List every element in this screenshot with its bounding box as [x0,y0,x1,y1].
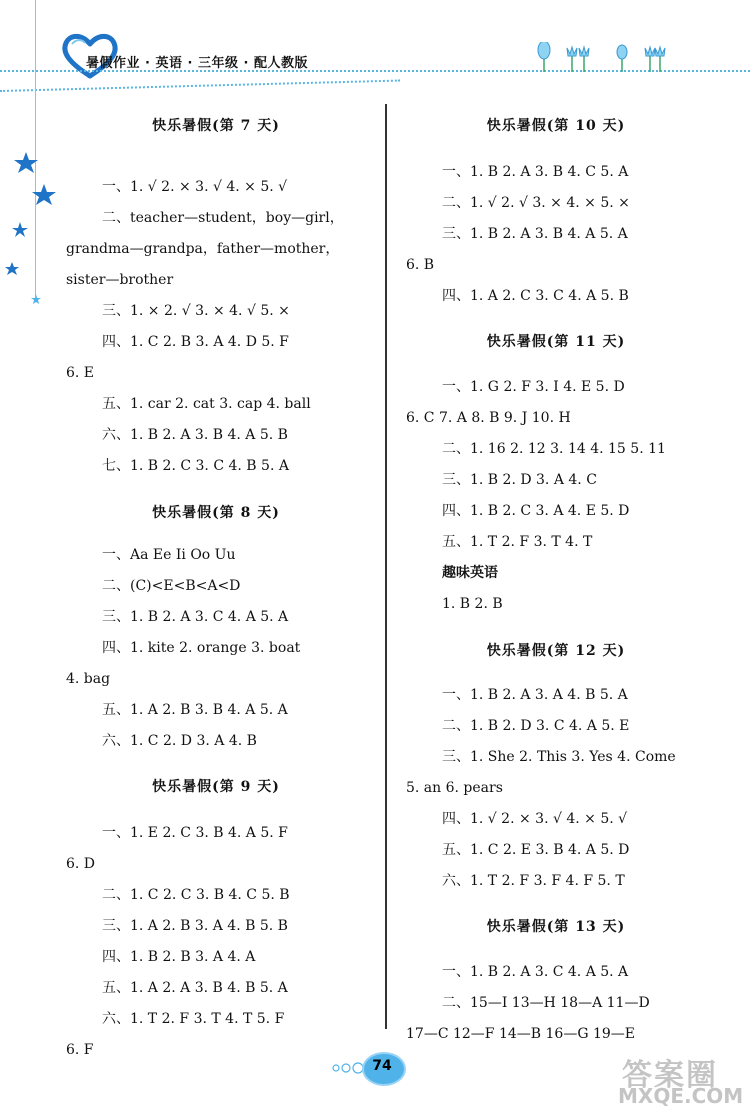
right-column [406,110,706,1050]
answer-line: 五、1. A 2. B 3. B 4. A 5. A [102,702,288,718]
answer-line: 6. B [406,257,435,273]
answer-line: 一、1. √ 2. × 3. √ 4. × 5. √ [102,179,288,195]
answer-line: 五、1. C 2. E 3. B 4. A 5. D [442,842,630,858]
answer-line: 4. bag [66,671,111,687]
answer-line: 四、1. B 2. C 3. A 4. E 5. D [442,503,630,519]
answer-line: 一、1. E 2. C 3. B 4. A 5. F [102,825,288,841]
day-8-heading: 快乐暑假(第 8 天) [152,505,280,521]
answer-line: 四、1. kite 2. orange 3. boat [102,640,301,656]
fun-english-title: 趣味英语 [442,565,498,581]
answer-line: 6. C 7. A 8. B 9. J 10. H [406,410,571,426]
answer-line: 一、1. B 2. A 3. A 4. B 5. A [442,687,628,703]
answer-line: 三、1. B 2. A 3. B 4. A 5. A [442,226,628,242]
answer-line: 17—C 12—F 14—B 16—G 19—E [406,1026,635,1042]
answer-line: 五、1. A 2. A 3. B 4. B 5. A [102,980,288,996]
answer-line: 六、1. C 2. D 3. A 4. B [102,733,257,749]
answer-line: 七、1. B 2. C 3. C 4. B 5. A [102,458,289,474]
answer-line: 二、teacher—student，boy—girl， [102,210,344,226]
answer-line: 三、1. B 2. D 3. A 4. C [442,472,597,488]
watermark [608,1050,750,1109]
answer-line: 5. an 6. pears [406,780,503,796]
answer-line: 一、1. B 2. A 3. B 4. C 5. A [442,164,629,180]
answer-line: 6. F [66,1042,94,1058]
header-title: 暑假作业 · 英语 · 三年级 · 配人教版 [86,56,308,71]
answer-line: 一、1. B 2. A 3. C 4. A 5. A [442,964,629,980]
answer-line: 一、Aa Ee Ii Oo Uu [102,547,236,563]
answer-line: 1. B 2. B [442,596,503,612]
answer-line: 二、1. C 2. C 3. B 4. C 5. B [102,887,290,903]
day-10-heading: 快乐暑假(第 10 天) [486,118,626,134]
answer-line: 五、1. T 2. F 3. T 4. T [442,534,593,550]
answer-line: 三、1. B 2. A 3. C 4. A 5. A [102,609,289,625]
answer-line: 二、(C)<E<B<A<D [102,578,241,594]
answer-line: sister—brother [66,272,174,288]
answer-line: grandma—grandpa，father—mother， [66,241,340,257]
answer-line: 六、1. T 2. F 3. F 4. F 5. T [442,873,625,889]
answer-line: 三、1. She 2. This 3. Yes 4. Come [442,749,676,765]
left-column [66,110,366,1066]
answer-line: 四、1. B 2. B 3. A 4. A [102,949,256,965]
answer-line: 六、1. T 2. F 3. T 4. T 5. F [102,1011,285,1027]
stars-decoration-icon [0,140,60,320]
answer-line: 一、1. G 2. F 3. I 4. E 5. D [442,379,625,395]
answer-line: 六、1. B 2. A 3. B 4. A 5. B [102,427,288,443]
answer-line: 二、1. √ 2. √ 3. × 4. × 5. × [442,195,630,211]
day-13-heading: 快乐暑假(第 13 天) [486,919,626,935]
column-divider [385,104,387,1029]
answer-line: 四、1. A 2. C 3. C 4. A 5. B [442,288,629,304]
answer-line: 四、1. √ 2. × 3. √ 4. × 5. √ [442,811,628,827]
day-12-heading: 快乐暑假(第 12 天) [486,643,626,659]
day-7-heading: 快乐暑假(第 7 天) [152,118,280,134]
watermark-logo-text: 答案圈 [622,1058,718,1093]
answer-line: 6. E [66,365,95,381]
page-number: 74 [372,1058,392,1074]
answer-line: 三、1. × 2. √ 3. × 4. √ 5. × [102,303,290,319]
page-number-badge [362,1052,402,1086]
tulip-decoration-icon [532,42,672,72]
day-9-heading: 快乐暑假(第 9 天) [152,779,280,795]
watermark-url: MXQE.COM [618,1084,744,1108]
day-11-heading: 快乐暑假(第 11 天) [486,334,626,350]
answer-line: 二、1. B 2. D 3. C 4. A 5. E [442,718,630,734]
answer-line: 二、15—I 13—H 18—A 11—D [442,995,650,1011]
answer-line: 四、1. C 2. B 3. A 4. D 5. F [102,334,289,350]
answer-line: 三、1. A 2. B 3. A 4. B 5. B [102,918,288,934]
answer-line: 五、1. car 2. cat 3. cap 4. ball [102,396,311,412]
answer-line: 6. D [66,856,96,872]
answer-line: 二、1. 16 2. 12 3. 14 4. 15 5. 11 [442,441,666,457]
